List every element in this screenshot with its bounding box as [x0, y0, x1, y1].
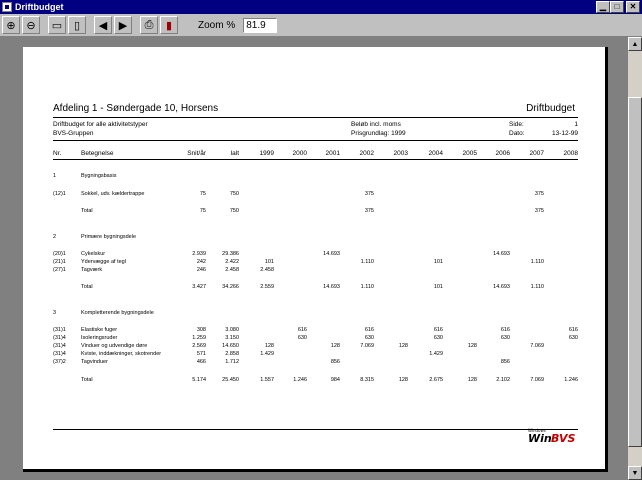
table-row — [23, 358, 608, 366]
cell-nr: (31)4 — [53, 343, 66, 349]
cell-total: 34.266 — [222, 284, 239, 290]
col-2004: 2004 — [428, 150, 443, 157]
table-row — [23, 190, 608, 198]
cell-2008: 616 — [568, 327, 578, 333]
cell-1999: 101 — [264, 259, 274, 265]
report-page — [23, 47, 608, 472]
cell-avg: 466 — [196, 359, 206, 365]
date-label: Dato: — [509, 130, 525, 137]
cell-2006: 856 — [500, 359, 510, 365]
printer-icon[interactable]: ⎙ — [140, 16, 158, 34]
cell-2002: 616 — [364, 327, 374, 333]
app-icon[interactable] — [2, 2, 12, 12]
subtitle-line1: Driftbudget for alle aktivitetstyper — [53, 121, 148, 128]
cell-nr: (21)1 — [53, 259, 66, 265]
cell-desc: Ydervægge af tegl — [81, 259, 126, 265]
cell-desc: Primære bygningsdele — [81, 234, 137, 240]
cell-total: 3.080 — [225, 327, 239, 333]
cell-2008: 1.246 — [564, 377, 578, 383]
cell-desc: Total — [81, 284, 93, 290]
cell-nr: (31)1 — [53, 327, 66, 333]
toolbar — [0, 14, 642, 37]
cell-total: 29.386 — [222, 251, 239, 257]
title-bar — [0, 0, 642, 14]
next-page-icon[interactable]: ▶ — [114, 16, 132, 34]
cell-2002: 1.110 — [360, 284, 374, 290]
divider — [53, 159, 578, 160]
cell-avg: 75 — [199, 191, 206, 197]
cell-2001: 128 — [330, 343, 340, 349]
cell-total: 14.650 — [222, 343, 239, 349]
cell-total: 3.150 — [225, 335, 239, 341]
minimize-button[interactable]: ▁ — [596, 1, 610, 13]
cell-nr: (27)1 — [53, 267, 66, 273]
cell-2008: 630 — [568, 335, 578, 341]
cell-avg: 242 — [196, 259, 206, 265]
cell-desc: Isoleringsruder — [81, 335, 118, 341]
cell-2003: 128 — [398, 343, 408, 349]
cell-2002: 1.110 — [360, 259, 374, 265]
price-base: Prisgrundlag: 1999 — [351, 130, 406, 137]
cell-avg: 246 — [196, 267, 206, 273]
cell-2001: 14.693 — [323, 284, 340, 290]
cell-2007: 7.069 — [530, 343, 544, 349]
cell-nr: (12)1 — [53, 191, 66, 197]
page-label: Side: — [509, 121, 524, 128]
cell-2006: 616 — [500, 327, 510, 333]
table-row — [23, 309, 608, 317]
cell-desc: Tagværk — [81, 267, 103, 273]
cell-nr: 3 — [53, 310, 57, 316]
cell-2004: 2.675 — [429, 377, 443, 383]
table-row — [23, 207, 608, 215]
cell-nr: (31)4 — [53, 351, 66, 357]
page-width-icon[interactable]: ▭ — [48, 16, 66, 34]
cell-desc: Total — [81, 377, 93, 383]
cell-1999: 128 — [264, 343, 274, 349]
table-row — [23, 334, 608, 342]
cell-1999: 1.429 — [260, 351, 274, 357]
cell-nr: (37)2 — [53, 359, 66, 365]
cell-avg: 5.174 — [192, 377, 206, 383]
cell-2001: 984 — [330, 377, 340, 383]
table-row — [23, 283, 608, 291]
col-avg: Snit/år — [187, 150, 206, 157]
maximize-button[interactable]: □ — [610, 1, 624, 13]
cell-2004: 630 — [433, 335, 443, 341]
col-2005: 2005 — [462, 150, 477, 157]
report-type: Driftbudget — [526, 103, 575, 114]
scroll-up-icon[interactable]: ▲ — [628, 37, 642, 51]
table-row — [23, 376, 608, 384]
cell-desc: Elastiske fuger — [81, 327, 118, 333]
col-nr: Nr. — [53, 150, 62, 157]
col-desc: Betegnelse — [81, 150, 114, 157]
cell-2002: 630 — [364, 335, 374, 341]
cell-2002: 8.315 — [360, 377, 374, 383]
cell-2003: 128 — [398, 377, 408, 383]
table-row — [23, 342, 608, 350]
cell-avg: 308 — [196, 327, 206, 333]
cell-avg: 2.569 — [192, 343, 206, 349]
col-2007: 2007 — [529, 150, 544, 157]
vertical-scrollbar[interactable] — [628, 37, 642, 480]
cell-desc: Sokkel, udv. kældertrappe — [81, 191, 145, 197]
cell-desc: Total — [81, 208, 93, 214]
cell-2007: 1.110 — [530, 284, 544, 290]
cell-1999: 2.559 — [260, 284, 274, 290]
cell-2006: 2.102 — [496, 377, 510, 383]
cell-2006: 14.693 — [493, 284, 510, 290]
divider — [53, 117, 578, 118]
cell-2006: 14.693 — [493, 251, 510, 257]
table-row — [23, 350, 608, 358]
zoom-in-icon[interactable]: ⊕ — [2, 16, 20, 34]
close-button[interactable]: ✕ — [626, 1, 640, 13]
cell-avg: 571 — [196, 351, 206, 357]
table-row — [23, 266, 608, 274]
cell-avg: 1.259 — [192, 335, 206, 341]
date-value: 13-12-99 — [551, 130, 578, 137]
cell-2006: 630 — [500, 335, 510, 341]
cell-2007: 1.110 — [530, 259, 544, 265]
table-row — [23, 250, 608, 258]
cell-2007: 375 — [534, 191, 544, 197]
cell-nr: 1 — [53, 173, 57, 179]
cell-2001: 14.693 — [323, 251, 340, 257]
subtitle-line2: BVS-Gruppen — [53, 130, 94, 137]
winbvs-logo: Windows Win BVS — [528, 428, 576, 445]
report-heading: Afdeling 1 - Søndergade 10, Horsens — [53, 103, 219, 114]
cell-2004: 1.429 — [429, 351, 443, 357]
col-2001: 2001 — [325, 150, 340, 157]
amount-note: Beløb incl. moms — [351, 121, 401, 128]
cell-desc: Cykelskur — [81, 251, 106, 257]
cell-desc: Kompletterende bygningsdele — [81, 310, 154, 316]
cell-2002: 7.069 — [360, 343, 374, 349]
col-1999: 1999 — [259, 150, 274, 157]
cell-nr: 2 — [53, 234, 57, 240]
window-controls — [596, 1, 640, 13]
cell-desc: Vinduer og udvendige døre — [81, 343, 148, 349]
cell-2000: 1.246 — [293, 377, 307, 383]
scroll-down-icon[interactable]: ▼ — [628, 466, 642, 480]
cell-desc: Bygningsbasis — [81, 173, 117, 179]
page-value: 1 — [574, 121, 578, 128]
exit-icon[interactable]: ▮ — [160, 16, 178, 34]
cell-1999: 2.458 — [260, 267, 274, 273]
zoom-out-icon[interactable]: ⊖ — [22, 16, 40, 34]
cell-2004: 101 — [433, 284, 443, 290]
cell-total: 1.712 — [225, 359, 239, 365]
cell-2004: 616 — [433, 327, 443, 333]
cell-total: 2.858 — [225, 351, 239, 357]
col-total: Ialt — [230, 150, 239, 157]
divider — [53, 429, 578, 430]
divider — [53, 140, 578, 141]
cell-2002: 375 — [364, 208, 374, 214]
zoom-label: Zoom % — [198, 19, 236, 31]
cell-2005: 128 — [467, 377, 477, 383]
cell-2000: 616 — [297, 327, 307, 333]
cell-2000: 630 — [297, 335, 307, 341]
window-title: Driftbudget — [15, 2, 64, 12]
cell-total: 25.450 — [222, 377, 239, 383]
table-row — [23, 233, 608, 241]
cell-2007: 375 — [534, 208, 544, 214]
cell-avg: 3.427 — [192, 284, 206, 290]
cell-2007: 7.069 — [530, 377, 544, 383]
cell-desc: Tagvinduer — [81, 359, 108, 365]
table-row — [23, 326, 608, 334]
cell-1999: 1.557 — [260, 377, 274, 383]
col-2008: 2008 — [563, 150, 578, 157]
col-2003: 2003 — [393, 150, 408, 157]
col-2000: 2000 — [292, 150, 307, 157]
cell-2002: 375 — [364, 191, 374, 197]
cell-avg: 75 — [199, 208, 206, 214]
cell-2004: 101 — [433, 259, 443, 265]
cell-nr: (31)4 — [53, 335, 66, 341]
col-2002: 2002 — [359, 150, 374, 157]
cell-nr: (20)1 — [53, 251, 66, 257]
zoom-input[interactable] — [243, 18, 277, 33]
table-row — [23, 172, 608, 180]
cell-2005: 128 — [467, 343, 477, 349]
cell-total: 750 — [229, 191, 239, 197]
cell-desc: Kviste, inddækninger, skotrender — [81, 351, 162, 357]
cell-total: 2.422 — [225, 259, 239, 265]
cell-2001: 856 — [330, 359, 340, 365]
column-header-row — [23, 150, 608, 158]
previous-page-icon[interactable]: ◀ — [94, 16, 112, 34]
table-row — [23, 258, 608, 266]
scroll-thumb[interactable] — [628, 97, 642, 447]
cell-total: 750 — [229, 208, 239, 214]
cell-total: 2.458 — [225, 267, 239, 273]
cell-avg: 2.939 — [192, 251, 206, 257]
col-2006: 2006 — [495, 150, 510, 157]
whole-page-icon[interactable]: ▯ — [68, 16, 86, 34]
